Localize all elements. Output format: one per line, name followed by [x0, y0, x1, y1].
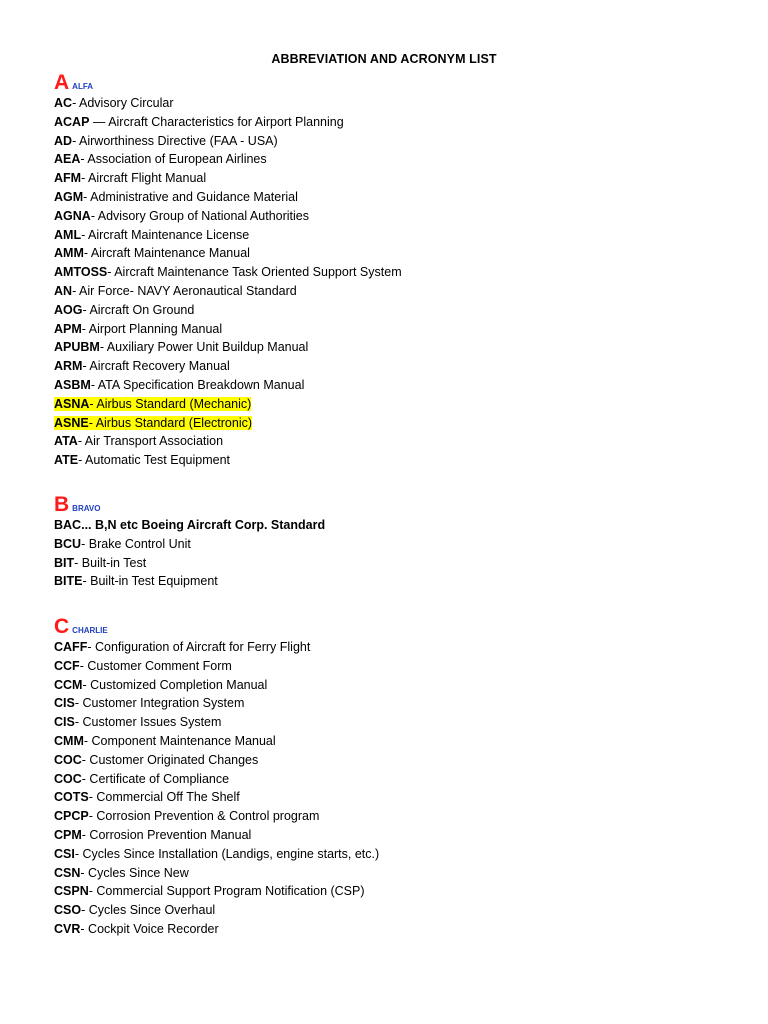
entry-text — [54, 171, 206, 185]
acronym-definition: Customer Issues System — [79, 715, 222, 730]
section-letter: C — [54, 615, 70, 638]
acronym-separator: - — [74, 715, 80, 730]
entry-text — [54, 265, 402, 279]
acronym-separator: - — [81, 171, 86, 186]
acronym-separator: - — [80, 921, 85, 936]
acronym-entry — [54, 770, 714, 789]
acronym-entry — [54, 732, 714, 751]
acronym-entry — [54, 282, 714, 301]
acronym-abbreviation: CPCP — [54, 809, 89, 824]
acronym-definition: Airbus Standard (Mechanic) — [93, 396, 252, 411]
section-phonetic-word: CHARLIE — [72, 626, 108, 635]
acronym-separator: - — [81, 903, 86, 918]
acronym-definition: Airbus Standard (Electronic) — [92, 415, 253, 430]
entry-text — [54, 696, 244, 710]
acronym-abbreviation: ASNE — [54, 415, 89, 430]
acronym-entry — [54, 826, 714, 845]
acronym-definition: Corrosion Prevention Manual — [85, 827, 252, 842]
acronym-separator: - — [74, 846, 80, 861]
acronym-abbreviation: CIS — [54, 696, 75, 711]
acronym-separator: - — [81, 227, 86, 242]
acronym-entry — [54, 657, 714, 676]
acronym-separator: - — [82, 359, 87, 374]
acronym-entry — [54, 357, 714, 376]
entry-text — [54, 922, 219, 936]
acronym-entry — [54, 535, 714, 554]
acronym-definition: Aircraft On Ground — [86, 302, 195, 317]
acronym-entry — [54, 376, 714, 395]
acronym-entry — [54, 414, 714, 433]
acronym-abbreviation: BCU — [54, 536, 82, 551]
entry-text — [54, 640, 310, 654]
acronym-entry — [54, 432, 714, 451]
acronym-abbreviation: CIS — [54, 715, 75, 730]
acronym-definition: B,N etc Boeing Aircraft Corp. Standard — [91, 518, 326, 532]
acronym-entry — [54, 807, 714, 826]
acronym-separator: - — [88, 809, 93, 824]
acronym-abbreviation: CSI — [54, 846, 75, 861]
entry-text — [54, 340, 308, 354]
acronym-entry — [54, 207, 714, 226]
acronym-separator: - — [107, 265, 112, 280]
acronym-definition: Advisory Circular — [76, 96, 174, 110]
acronym-separator: - — [88, 790, 93, 805]
acronym-abbreviation: ATA — [54, 434, 78, 449]
acronym-entry — [54, 301, 714, 320]
acronym-definition: Airport Planning Manual — [85, 321, 223, 336]
acronym-abbreviation: APUBM — [54, 340, 100, 355]
acronym-abbreviation: APM — [54, 321, 82, 336]
acronym-entry — [54, 882, 714, 901]
acronym-entry — [54, 751, 714, 770]
entry-text — [54, 847, 379, 861]
entry-text — [54, 96, 173, 110]
acronym-definition: Administrative and Guidance Material — [87, 189, 298, 204]
highlighted-entry-text — [54, 397, 251, 411]
acronym-abbreviation: CAFF — [54, 640, 88, 654]
entry-text — [54, 678, 267, 692]
acronym-abbreviation: CCM — [54, 677, 83, 692]
entry-text — [54, 209, 309, 223]
acronym-entry — [54, 451, 714, 470]
acronym-abbreviation: AGNA — [54, 208, 91, 223]
acronym-definition: ATA Specification Breakdown Manual — [94, 377, 305, 392]
entry-text — [54, 753, 258, 767]
acronym-abbreviation: ATE — [54, 453, 79, 468]
acronym-abbreviation: COTS — [54, 790, 89, 805]
acronym-entry — [54, 263, 714, 282]
entry-text — [54, 790, 240, 804]
acronym-abbreviation: AMTOSS — [54, 265, 108, 280]
acronym-entry — [54, 132, 714, 151]
acronym-definition: Air Force- NAVY Aeronautical Standard — [76, 283, 297, 298]
section-phonetic-word: ALFA — [72, 82, 94, 91]
acronym-abbreviation: AML — [54, 227, 82, 242]
acronym-definition: Built-in Test — [78, 555, 147, 570]
entry-text — [54, 518, 325, 532]
acronym-definition: Advisory Group of National Authorities — [94, 208, 309, 223]
acronym-definition: Cycles Since Overhaul — [85, 903, 216, 918]
acronym-definition: Aircraft Maintenance Manual — [88, 246, 250, 261]
entry-text — [54, 453, 230, 467]
entry-text — [54, 884, 365, 898]
entry-text — [54, 359, 230, 373]
acronym-separator: - — [81, 321, 86, 336]
acronym-separator: - — [82, 574, 87, 589]
acronym-definition: Cycles Since New — [84, 865, 189, 880]
acronym-abbreviation: AOG — [54, 302, 83, 317]
acronym-abbreviation: BITE — [54, 574, 83, 589]
acronym-abbreviation: BAC — [54, 518, 82, 532]
acronym-separator: - — [81, 827, 86, 842]
acronym-entry — [54, 676, 714, 695]
acronym-entry — [54, 113, 714, 132]
entry-text — [54, 434, 223, 448]
acronym-definition: Customer Integration System — [79, 696, 245, 711]
highlighted-entry-text — [54, 416, 252, 430]
acronym-separator: - — [83, 189, 88, 204]
entry-text — [54, 246, 250, 260]
acronym-definition: Customized Completion Manual — [86, 677, 268, 692]
acronym-abbreviation: COC — [54, 752, 82, 767]
acronym-entry — [54, 188, 714, 207]
acronym-separator: - — [72, 96, 77, 110]
acronym-definition: Customer Originated Changes — [85, 752, 259, 767]
acronym-entry — [54, 572, 714, 591]
section-c — [54, 616, 714, 939]
acronym-entry — [54, 920, 714, 939]
entry-text — [54, 190, 298, 204]
entry-text — [54, 228, 249, 242]
acronym-separator: - — [74, 555, 79, 570]
acronym-entry — [54, 338, 714, 357]
acronym-definition: Built-in Test Equipment — [86, 574, 218, 589]
entry-text — [54, 828, 251, 842]
acronym-separator: - — [88, 884, 93, 899]
acronym-abbreviation: ASBM — [54, 377, 91, 392]
entry-text — [54, 284, 297, 298]
acronym-abbreviation: BIT — [54, 555, 75, 570]
acronym-entry — [54, 320, 714, 339]
section-a — [54, 72, 714, 470]
acronym-separator: ... — [81, 518, 92, 532]
acronym-definition: Commercial Off The Shelf — [92, 790, 240, 805]
acronym-abbreviation: AN — [54, 283, 73, 298]
acronym-separator: - — [83, 733, 89, 748]
section-b — [54, 494, 714, 591]
acronym-definition: Airworthiness Directive (FAA - USA) — [76, 133, 278, 148]
acronym-definition: Cockpit Voice Recorder — [84, 921, 219, 936]
acronym-definition: Association of European Airlines — [84, 152, 267, 167]
acronym-separator: - — [72, 133, 77, 148]
section-heading — [54, 616, 714, 638]
acronym-separator: - — [88, 415, 93, 430]
acronym-definition: Corrosion Prevention & Control program — [92, 809, 320, 824]
acronym-definition: Air Transport Association — [82, 434, 224, 449]
entry-text — [54, 574, 218, 588]
entry-text — [54, 115, 344, 129]
acronym-separator: - — [72, 283, 77, 298]
entry-text — [54, 659, 232, 673]
acronym-entry — [54, 694, 714, 713]
acronym-entry — [54, 864, 714, 883]
acronym-separator: - — [78, 453, 83, 468]
acronym-definition: Configuration of Aircraft for Ferry Flight — [91, 640, 311, 654]
acronym-separator: - — [79, 658, 84, 673]
acronym-entry — [54, 516, 714, 535]
acronym-separator: - — [81, 771, 86, 786]
acronym-entry — [54, 226, 714, 245]
acronym-separator: - — [82, 677, 87, 692]
acronym-separator: - — [82, 302, 87, 317]
entry-text — [54, 715, 221, 729]
entry-text — [54, 734, 276, 748]
acronym-entry — [54, 395, 714, 414]
acronym-definition: Cycles Since Installation (Landigs, engine starts, etc.) — [79, 846, 380, 861]
acronym-definition: Aircraft Recovery Manual — [86, 359, 230, 374]
acronym-separator: - — [81, 752, 86, 767]
acronym-entry — [54, 845, 714, 864]
acronym-entry — [54, 94, 714, 113]
acronym-entry — [54, 244, 714, 263]
acronym-definition: Aircraft Maintenance License — [85, 227, 250, 242]
acronym-entry — [54, 554, 714, 573]
acronym-separator: — — [89, 114, 106, 129]
acronym-definition: Customer Comment Form — [83, 658, 232, 673]
acronym-entry — [54, 713, 714, 732]
entry-text — [54, 537, 191, 551]
acronym-definition: Component Maintenance Manual — [88, 733, 276, 748]
entry-text — [54, 866, 189, 880]
acronym-definition: Auxiliary Power Unit Buildup Manual — [104, 340, 309, 355]
acronym-abbreviation: CSPN — [54, 884, 89, 899]
acronym-abbreviation: AGM — [54, 189, 84, 204]
entry-text — [54, 303, 194, 317]
acronym-separator: - — [90, 377, 95, 392]
acronym-entry — [54, 150, 714, 169]
acronym-abbreviation: AEA — [54, 152, 81, 167]
section-heading — [54, 72, 714, 94]
entry-text — [54, 809, 319, 823]
acronym-separator: - — [99, 340, 105, 355]
acronym-separator: - — [80, 865, 85, 880]
acronym-separator: - — [80, 152, 85, 167]
acronym-separator: - — [74, 696, 80, 711]
acronym-abbreviation: CSN — [54, 865, 81, 880]
entry-text — [54, 378, 304, 392]
acronym-abbreviation: ACAP — [54, 114, 90, 129]
acronym-definition: Aircraft Maintenance Task Oriented Support System — [111, 265, 402, 280]
acronym-abbreviation: ASNA — [54, 396, 90, 411]
acronym-abbreviation: AD — [54, 133, 73, 148]
acronym-abbreviation: AC — [54, 96, 73, 110]
acronym-definition: Commercial Support Program Notification (CSP) — [92, 884, 365, 899]
section-heading — [54, 494, 714, 516]
acronym-separator: - — [87, 640, 92, 654]
acronym-definition: Certificate of Compliance — [85, 771, 230, 786]
acronym-definition: Automatic Test Equipment — [82, 453, 231, 468]
entry-text — [54, 134, 278, 148]
acronym-abbreviation: COC — [54, 771, 82, 786]
acronym-entry — [54, 788, 714, 807]
acronym-abbreviation: AFM — [54, 171, 82, 186]
entry-text — [54, 322, 222, 336]
acronym-abbreviation: CSO — [54, 903, 82, 918]
acronym-definition: Aircraft Flight Manual — [85, 171, 207, 186]
acronym-entry — [54, 901, 714, 920]
acronym-entry — [54, 638, 714, 657]
acronym-abbreviation: CMM — [54, 733, 84, 748]
acronym-abbreviation: AMM — [54, 246, 84, 261]
entry-text — [54, 772, 229, 786]
page-title: ABBREVIATION AND ACRONYM LIST — [271, 52, 497, 66]
section-letter: A — [54, 71, 70, 94]
acronym-definition: Brake Control Unit — [85, 536, 191, 551]
acronym-abbreviation: CCF — [54, 658, 80, 673]
acronym-definition: Aircraft Characteristics for Airport Planning — [105, 114, 344, 129]
acronym-separator: - — [83, 246, 89, 261]
section-phonetic-word: BRAVO — [72, 504, 101, 513]
acronym-abbreviation: CVR — [54, 921, 81, 936]
acronym-entry — [54, 169, 714, 188]
acronym-separator: - — [90, 208, 95, 223]
acronym-separator: - — [77, 434, 83, 449]
section-letter: B — [54, 493, 70, 516]
entry-text — [54, 556, 146, 570]
acronym-abbreviation: ARM — [54, 359, 83, 374]
entry-text — [54, 152, 267, 166]
acronym-abbreviation: CPM — [54, 827, 82, 842]
acronym-separator: - — [89, 396, 94, 411]
entry-text — [54, 903, 215, 917]
acronym-separator: - — [81, 536, 86, 551]
